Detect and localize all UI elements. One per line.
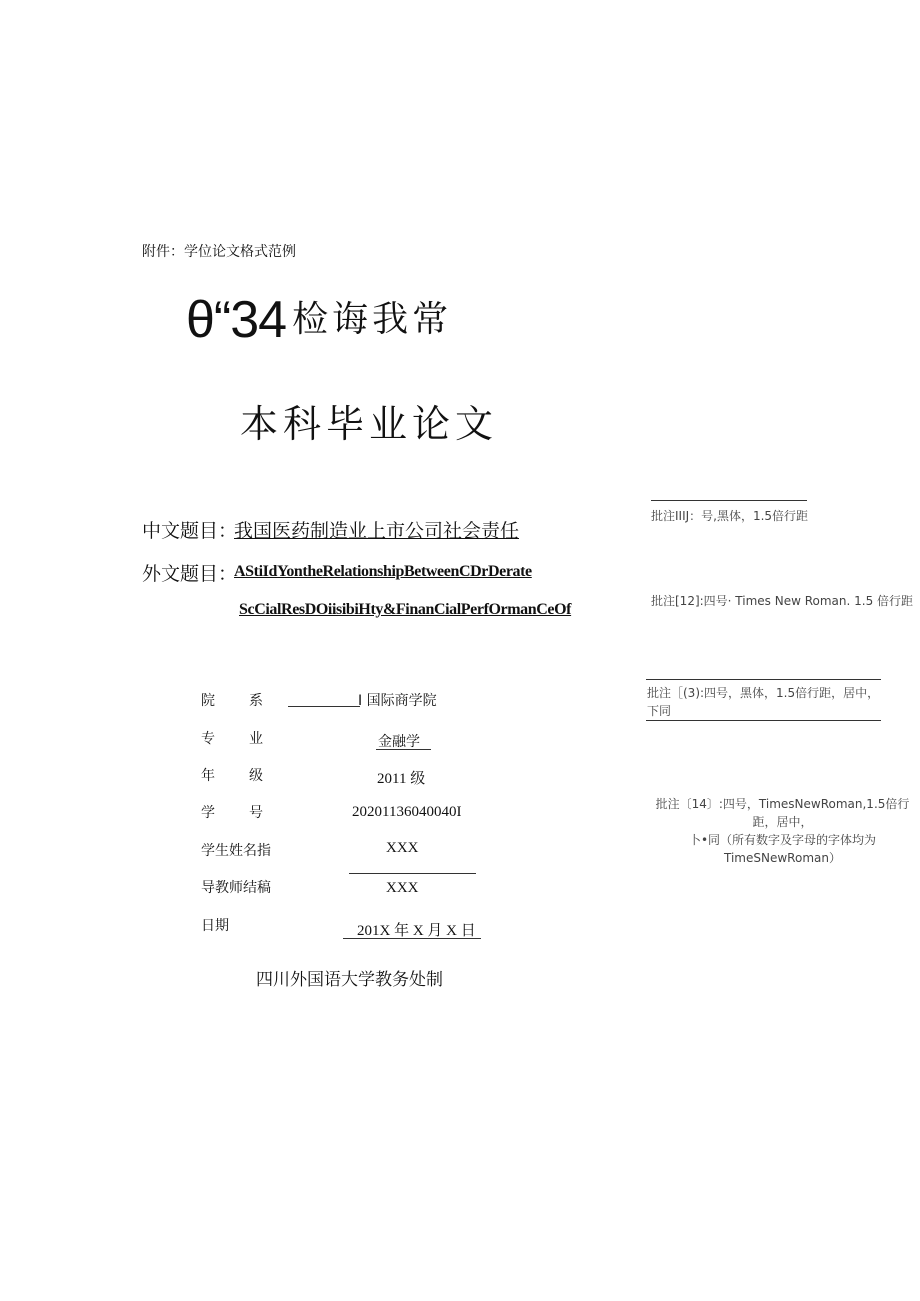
underline-major [376, 749, 431, 750]
attachment-label: 附件：学位论文格式范例 [142, 244, 296, 260]
info-label-department: 院系 [201, 693, 297, 709]
info-value-advisor: XXX [386, 880, 419, 896]
info-value-student-id: 20201136040040I [352, 804, 462, 820]
info-value-department: I 国际商学院 [358, 693, 437, 709]
chinese-title-value: 我国医药制造业上市公司社会责任 [234, 520, 520, 542]
logo-text: 检诲我常 [292, 299, 453, 340]
info-value-major: 金融学 [378, 734, 420, 750]
foreign-title-line1: AStiIdYontheRelationshipBetweenCDrDerate [234, 563, 532, 580]
university-logo [186, 290, 452, 350]
underline-student-name [349, 873, 476, 874]
comment-1-rule [651, 500, 807, 501]
comment-3: 批注［(3):四号，黑体，1.5倍行距，居中，下同 [647, 686, 880, 718]
underline-date [343, 938, 481, 939]
foreign-title-line2: ScCialResDOiisibiHty&FinanCialPerfOrmanCeOf [239, 601, 572, 618]
logo-mark: θ“34 [186, 291, 287, 349]
info-label-major: 专业 [201, 731, 297, 747]
comment-2: 批注[12]:四号· Times New Roman. 1.5 倍行距 [651, 594, 914, 608]
info-label-student-id: 学号 [201, 805, 297, 821]
comment-3-top-rule [646, 679, 881, 680]
info-label-advisor: 导教师结稿 [201, 880, 271, 896]
foreign-title-label: 外文题目： [142, 563, 238, 585]
info-label-student-name: 学生姓名指 [201, 843, 271, 859]
comment-1: 批注IIIJ：号,黑体，1.5倍行距 [651, 509, 809, 523]
chinese-title-label: 中文题目： [142, 520, 238, 542]
underline-department [288, 706, 360, 707]
info-value-grade: 2011 级 [377, 771, 426, 787]
comment-4: 批注〔14〕:四号，TimesNewRoman,1.5倍行距，居中， 卜•同（所有数字及字母的字体均为 TimeSNewRoman） [655, 797, 910, 865]
info-value-student-name: XXX [386, 840, 419, 856]
info-value-date: 201X 年 X 月 X 日 [357, 923, 476, 939]
info-label-date: 日期 [201, 918, 229, 934]
comment-3-bottom-rule [646, 720, 881, 721]
info-label-grade: 年级 [201, 768, 297, 784]
footer-issuer: 四川外国语大学教务处制 [256, 970, 443, 990]
page-title: 本科毕业论文 [240, 402, 499, 446]
